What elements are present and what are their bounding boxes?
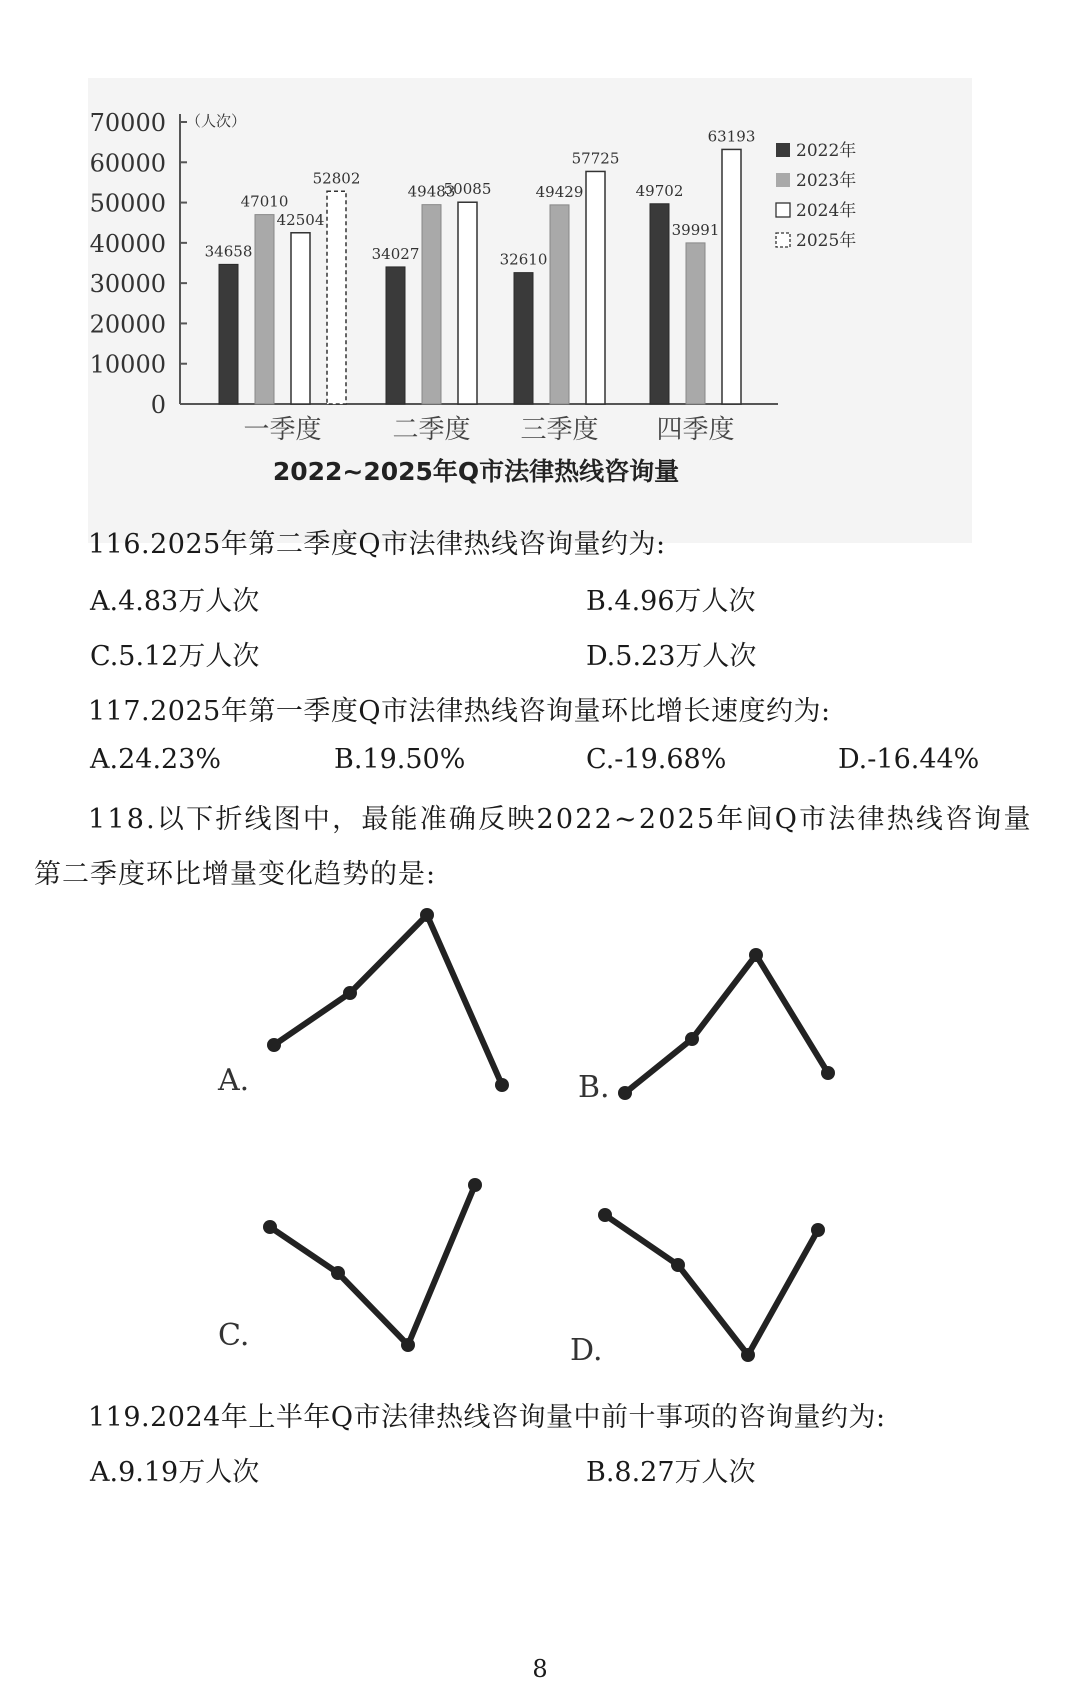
- y-axis-unit: （人次）: [186, 112, 247, 130]
- bar-value-label: 49429: [535, 182, 584, 201]
- bar-value-label: 52802: [312, 169, 361, 188]
- q119-option-b[interactable]: B.8.27万人次: [586, 1457, 756, 1488]
- q118-stem-line1: 118.以下折线图中，最能准确反映2022~2025年间Q市法律热线咨询量: [88, 804, 1033, 835]
- bar-value-label: 49702: [635, 181, 684, 200]
- q118-option-a-chart[interactable]: [200, 895, 540, 1130]
- bar-value-label: 50085: [443, 180, 492, 199]
- q118-option-b-label: B.: [578, 1070, 610, 1105]
- bar: [219, 264, 238, 404]
- bar-value-label: 39991: [671, 220, 720, 239]
- page-number: 8: [532, 1655, 548, 1683]
- option-a-point: [343, 986, 357, 1000]
- q117-option-a[interactable]: A.24.23%: [90, 744, 222, 775]
- bar: [550, 205, 569, 404]
- q116-option-c[interactable]: C.5.12万人次: [90, 641, 260, 672]
- legend-label: 2023年: [796, 171, 857, 191]
- bar: [514, 273, 533, 404]
- q116-option-b[interactable]: B.4.96万人次: [586, 586, 756, 617]
- y-tick-label: 10000: [89, 350, 166, 379]
- x-category-label: 二季度: [392, 415, 471, 445]
- option-d-point: [741, 1348, 755, 1362]
- bar: [650, 204, 669, 404]
- bar: [386, 267, 405, 404]
- bar-chart: [88, 78, 972, 543]
- bar: [686, 243, 705, 404]
- bar: [586, 171, 605, 404]
- bar-value-label: 32610: [499, 250, 548, 269]
- legend-swatch: [776, 233, 790, 247]
- q117-stem: 117.2025年第一季度Q市法律热线咨询量环比增长速度约为:: [88, 696, 831, 727]
- q116-option-a[interactable]: A.4.83万人次: [90, 586, 260, 617]
- q118-option-d-label: D.: [570, 1333, 603, 1368]
- bar-value-label: 49483: [407, 182, 456, 201]
- q116-option-d[interactable]: D.5.23万人次: [586, 641, 757, 672]
- q119-stem: 119.2024年上半年Q市法律热线咨询量中前十事项的咨询量约为:: [88, 1402, 886, 1433]
- x-category-label: 一季度: [243, 415, 322, 445]
- option-a-point: [420, 908, 434, 922]
- y-tick-label: 30000: [89, 270, 166, 299]
- x-category-label: 三季度: [520, 415, 599, 445]
- option-c-point: [468, 1178, 482, 1192]
- y-tick-label: 60000: [89, 149, 166, 178]
- option-c-point: [401, 1338, 415, 1352]
- chart-title: 2022~2025年Q市法律热线咨询量: [272, 457, 680, 486]
- y-tick-label: 20000: [89, 310, 166, 339]
- q117-option-d[interactable]: D.-16.44%: [838, 744, 980, 775]
- y-tick-label: 50000: [89, 189, 166, 218]
- q118-option-d-chart[interactable]: [560, 1150, 880, 1380]
- bar-value-label: 57725: [571, 149, 620, 168]
- q117-option-c[interactable]: C.-19.68%: [586, 744, 727, 775]
- option-a-point: [267, 1038, 281, 1052]
- option-b-trend-line: [625, 955, 828, 1093]
- bar-value-label: 34658: [204, 242, 253, 261]
- bar: [327, 191, 346, 404]
- bar: [291, 233, 310, 404]
- legend-label: 2022年: [796, 141, 857, 161]
- q118-option-c-chart[interactable]: [200, 1155, 540, 1375]
- option-c-trend-line: [270, 1185, 475, 1345]
- option-b-point: [618, 1086, 632, 1100]
- q118-option-b-chart[interactable]: [570, 935, 870, 1120]
- q118-stem-line2: 第二季度环比增量变化趋势的是:: [34, 859, 437, 890]
- bar-value-label: 63193: [707, 127, 756, 146]
- option-a-point: [495, 1078, 509, 1092]
- legend-label: 2025年: [796, 231, 857, 251]
- chart-svg: [88, 78, 972, 543]
- legend-swatch: [776, 173, 790, 187]
- q118-option-a-label: A.: [218, 1063, 250, 1098]
- option-c-point: [331, 1266, 345, 1280]
- option-b-point: [821, 1066, 835, 1080]
- bar-value-label: 42504: [276, 210, 325, 229]
- bar: [458, 202, 477, 404]
- legend-swatch: [776, 143, 790, 157]
- bar: [722, 149, 741, 404]
- y-tick-label: 0: [150, 391, 166, 419]
- option-d-trend-line: [605, 1215, 818, 1355]
- option-b-point: [749, 948, 763, 962]
- option-c-point: [263, 1220, 277, 1234]
- legend-label: 2024年: [796, 201, 857, 221]
- option-d-point: [671, 1258, 685, 1272]
- bar: [422, 205, 441, 404]
- q117-option-b[interactable]: B.19.50%: [334, 744, 466, 775]
- option-b-point: [685, 1032, 699, 1046]
- option-a-trend-line: [274, 915, 502, 1085]
- bar-value-label: 47010: [240, 192, 289, 211]
- bar-value-label: 34027: [371, 244, 420, 263]
- x-category-label: 四季度: [656, 415, 735, 445]
- y-tick-label: 40000: [89, 229, 166, 258]
- q119-option-a[interactable]: A.9.19万人次: [90, 1457, 260, 1488]
- y-tick-label: 70000: [89, 109, 166, 137]
- option-d-point: [811, 1223, 825, 1237]
- option-d-point: [598, 1208, 612, 1222]
- q118-option-c-label: C.: [218, 1318, 250, 1353]
- q116-stem: 116.2025年第二季度Q市法律热线咨询量约为:: [88, 529, 666, 560]
- bar: [255, 215, 274, 404]
- legend-swatch: [776, 203, 790, 217]
